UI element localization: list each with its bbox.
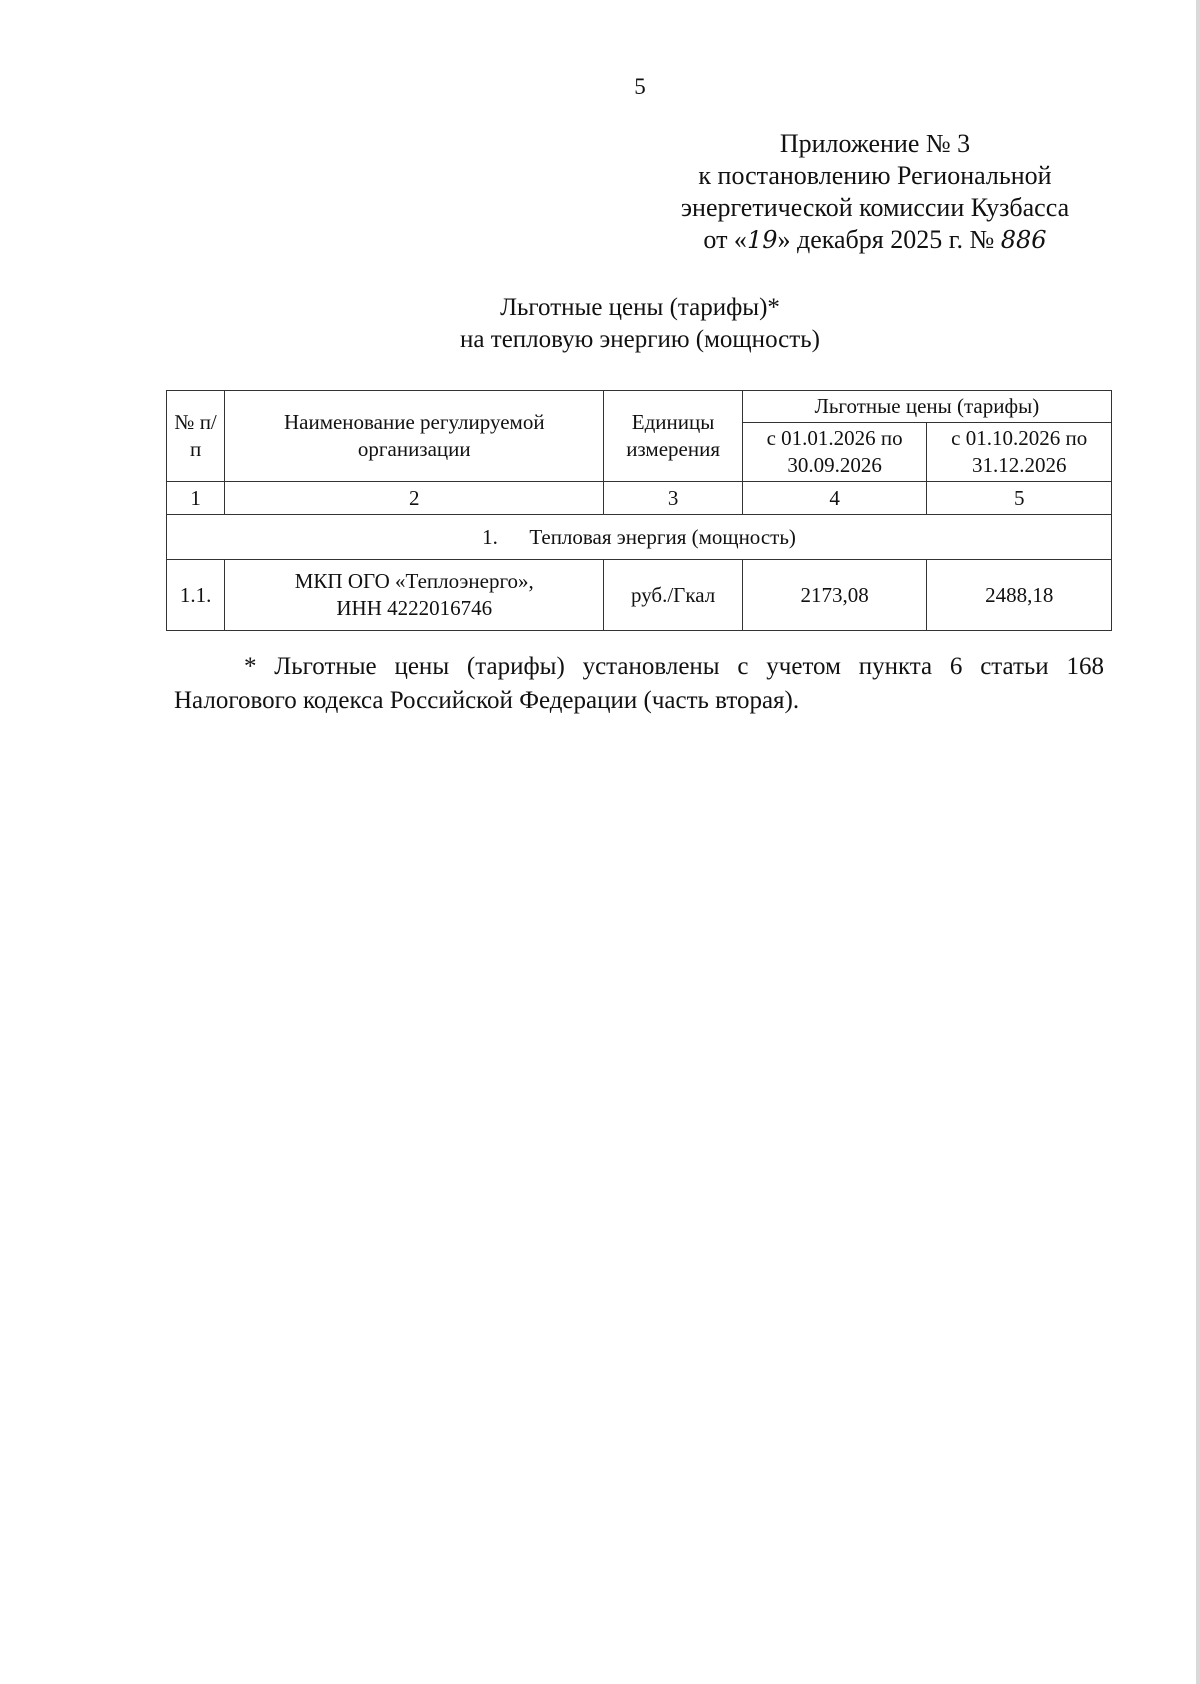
page-edge	[1196, 0, 1200, 1684]
page-number: 5	[634, 74, 646, 99]
appendix-block	[650, 128, 1100, 256]
title-line-1: Льготные цены (тарифы)*	[500, 294, 780, 321]
header-unit: Единицы измерения	[604, 391, 742, 482]
row-price-period-2: 2488,18	[927, 560, 1112, 631]
header-period-2: с 01.10.2026 по 31.12.2026	[927, 423, 1112, 482]
title-line-2: на тепловую энергию (мощность)	[460, 326, 820, 353]
row-unit: руб./Гкал	[604, 560, 742, 631]
header-num: № п/п	[167, 391, 225, 482]
column-index-row	[167, 482, 1112, 515]
org-inn: ИНН 4222016746	[336, 596, 493, 620]
header-prices-group: Льготные цены (тарифы)	[742, 391, 1111, 423]
row-price-period-1: 2173,08	[742, 560, 927, 631]
section-title: 1. Тепловая энергия (мощность)	[167, 515, 1112, 560]
row-org	[225, 560, 604, 631]
header-row	[167, 391, 1112, 423]
header-period-1: с 01.01.2026 по 30.09.2026	[742, 423, 927, 482]
column-index-cell: 3	[604, 482, 742, 515]
appendix-title: Приложение № 3	[779, 129, 971, 158]
appendix-line-2: к постановлению Региональной	[698, 161, 1052, 190]
column-index-cell: 1	[167, 482, 225, 515]
table-row	[167, 560, 1112, 631]
appendix-date-line	[650, 224, 1100, 256]
date-middle: » декабря 2025 г. №	[777, 225, 995, 254]
section-row	[167, 515, 1112, 560]
org-name: МКП ОГО «Теплоэнерго»,	[294, 569, 534, 593]
handwritten-doc-number: 886	[1000, 226, 1047, 254]
document-title	[0, 292, 1200, 356]
column-index-cell: 2	[225, 482, 604, 515]
row-num: 1.1.	[167, 560, 225, 631]
handwritten-day: 19	[746, 226, 778, 254]
appendix-line-3: энергетической комиссии Кузбасса	[680, 193, 1070, 222]
header-org: Наименование регулируемой организации	[225, 391, 604, 482]
footnote: * Льготные цены (тарифы) установлены с учетом пункта 6 статьи 168 Налогового кодекса Российской Федерации (часть вторая).	[174, 653, 1104, 714]
date-prefix: от «	[703, 225, 747, 254]
tariff-table	[166, 390, 1112, 631]
column-index-cell: 5	[927, 482, 1112, 515]
column-index-cell: 4	[742, 482, 927, 515]
